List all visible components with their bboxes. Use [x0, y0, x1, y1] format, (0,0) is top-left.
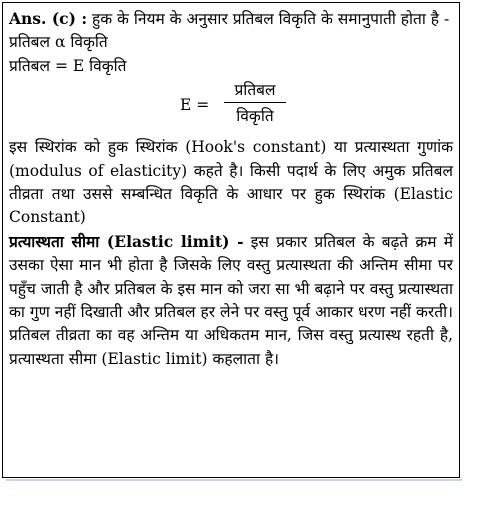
answer-text: हुक के नियम के अनुसार प्रतिबल विकृति के समानुपाती होता है -	[87, 10, 450, 28]
fraction-numerator: प्रतिबल	[234, 81, 276, 100]
answer-intro	[9, 7, 453, 31]
modulus-equation	[9, 78, 453, 136]
equation-fraction	[224, 79, 286, 127]
elastic-limit-heading: प्रत्यास्थता सीमा (Elastic limit) -	[9, 231, 244, 251]
answer-label: Ans. (c) :	[9, 9, 88, 28]
fraction-bar	[224, 102, 286, 103]
elastic-limit-paragraph	[9, 230, 453, 371]
fraction-denominator: विकृति	[236, 107, 274, 126]
bottom-rule	[6, 479, 462, 481]
constant-paragraph: इस स्थिरांक को हुक स्थिरांक (Hook's constant) या प्रत्यास्थता गुणांक (modulus of elasticity) कहते है। किसी पदार्थ के लिए अमुक प्रतिबल तीव्रता तथा उससे सम्बन्धित विकृति के आधार पर हुक स्थिरांक (Elastic Constant)	[9, 138, 453, 227]
equation-lhs: E =	[180, 96, 210, 115]
elastic-limit-text: इस प्रकार प्रतिबल के बढ़ते क्रम में उसका ऐसा मान भी होता है जिसके लिए वस्तु प्रत्यास्थता की अन्तिम सीमा पर पहुँच जाती है और प्रतिबल के इस मान को जरा सा भी बढ़ाने पर वस्तु प्रत्यास्थता का गुण नहीं दिखाती और प्रतिबल हर लेने पर वस्तु पूर्व आकार धरण नहीं करती। प्रतिबल तीव्रता का वह अन्तिम या अधिकतम मान, जिस वस्तु प्रत्यास्थ रहती है, प्रत्यास्थता सीमा (Elastic limit) कहलाता है।	[9, 232, 453, 368]
equality-relation: प्रतिबल = E विकृति	[9, 56, 127, 75]
proportional-relation: प्रतिबल α विकृति	[9, 33, 108, 52]
answer-box	[2, 2, 460, 478]
